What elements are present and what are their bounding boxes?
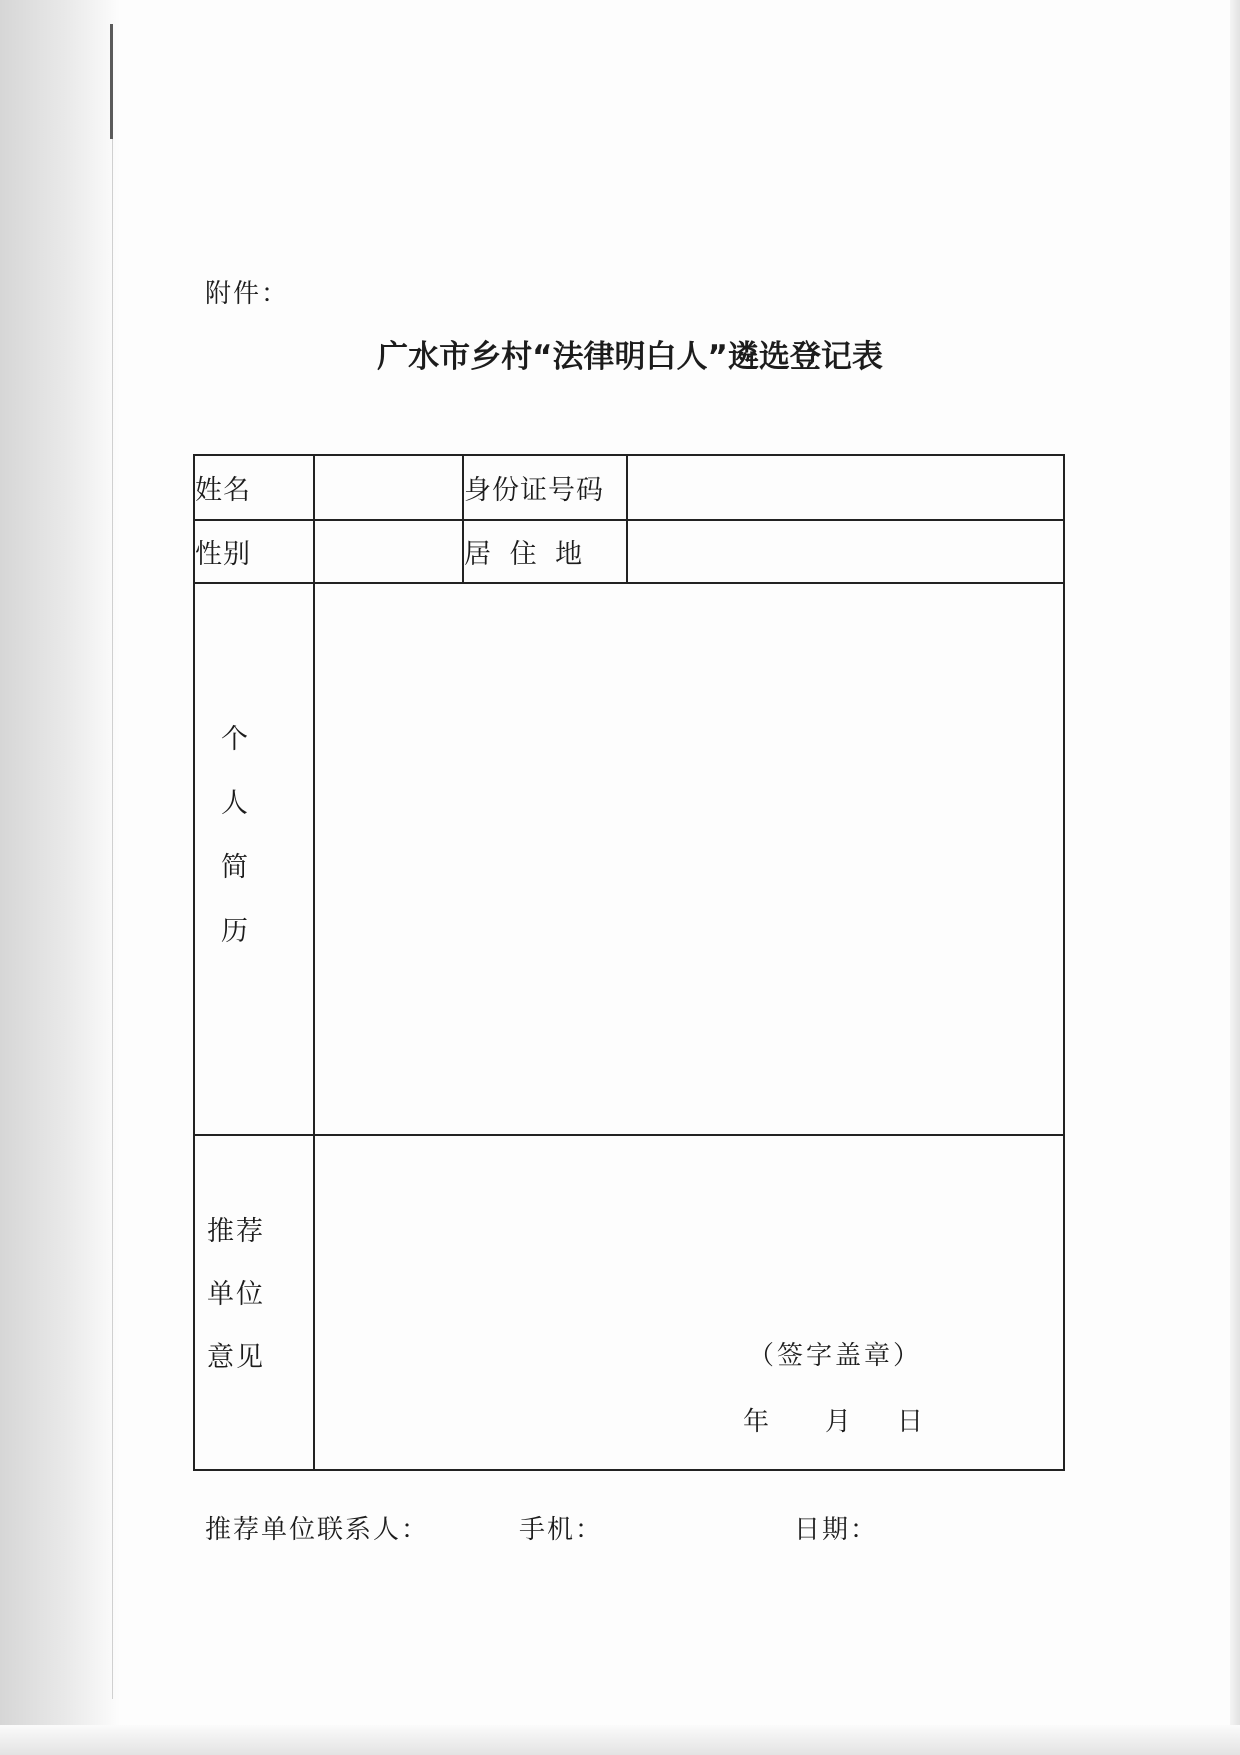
residence-label: 居 住 地 bbox=[463, 520, 627, 583]
residence-value-cell bbox=[627, 520, 1064, 583]
row-recommendation bbox=[194, 1135, 1064, 1470]
scan-shadow-right bbox=[1230, 0, 1240, 1755]
row-name-id bbox=[194, 455, 1064, 520]
resume-label-char: 个 bbox=[221, 724, 248, 755]
footer-contact-label: 推荐单位联系人： bbox=[205, 1515, 430, 1545]
opinion-label-line: 推荐 bbox=[207, 1216, 265, 1247]
name-label: 姓名 bbox=[194, 455, 314, 520]
signature-seal-note: （签字盖章） bbox=[748, 1341, 923, 1371]
opinion-label-cell bbox=[194, 1135, 314, 1470]
date-year-label: 年 bbox=[743, 1407, 770, 1437]
scan-edge-line bbox=[110, 24, 113, 139]
resume-label-char: 简 bbox=[221, 852, 248, 883]
form-title: 广水市乡村“法律明白人”遴选登记表 bbox=[377, 339, 883, 375]
gender-label: 性别 bbox=[194, 520, 314, 583]
date-day-label: 日 bbox=[897, 1407, 924, 1437]
date-month-label: 月 bbox=[825, 1407, 852, 1437]
opinion-value-cell bbox=[314, 1135, 1064, 1470]
registration-form-table bbox=[193, 454, 1065, 1471]
footer-date-label: 日期： bbox=[794, 1515, 879, 1545]
attachment-label: 附件： bbox=[205, 279, 290, 309]
opinion-label-line: 意见 bbox=[207, 1342, 265, 1373]
opinion-label bbox=[195, 1136, 313, 1389]
name-value-cell bbox=[314, 455, 463, 520]
row-gender-residence bbox=[194, 520, 1064, 583]
id-number-label: 身份证号码 bbox=[463, 455, 627, 520]
scan-shadow-left bbox=[0, 0, 120, 1755]
resume-label-char: 人 bbox=[221, 788, 248, 819]
resume-value-cell bbox=[314, 583, 1064, 1135]
gender-value-cell bbox=[314, 520, 463, 583]
resume-label bbox=[195, 584, 313, 964]
footer-phone-label: 手机： bbox=[519, 1515, 604, 1545]
id-number-value-cell bbox=[627, 455, 1064, 520]
resume-label-cell bbox=[194, 583, 314, 1135]
row-resume bbox=[194, 583, 1064, 1135]
scan-shadow-bottom bbox=[0, 1725, 1240, 1755]
scan-edge-faint bbox=[112, 139, 113, 1699]
opinion-label-line: 单位 bbox=[207, 1279, 265, 1310]
resume-label-char: 历 bbox=[221, 916, 248, 947]
